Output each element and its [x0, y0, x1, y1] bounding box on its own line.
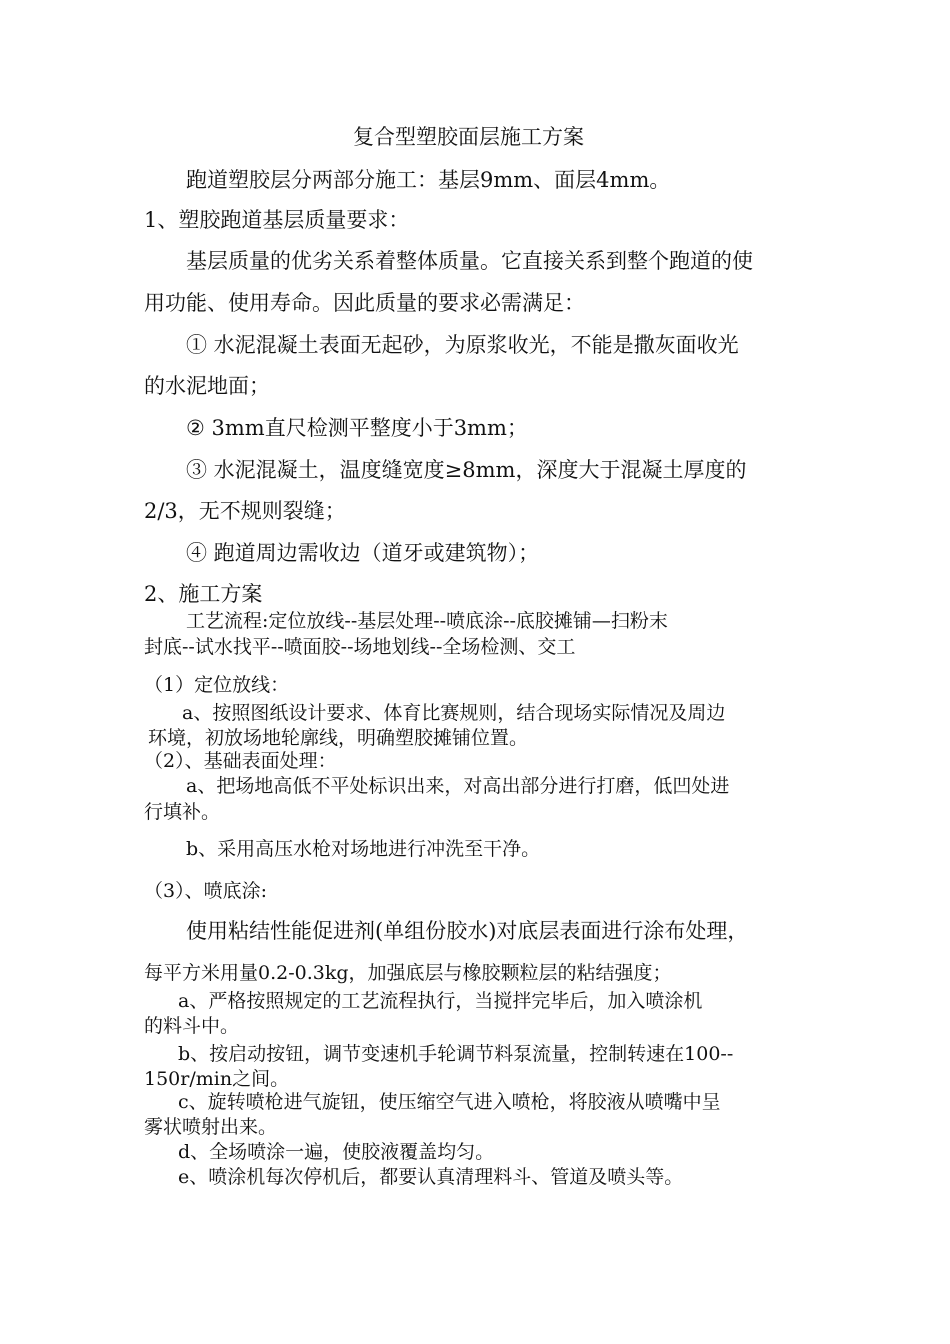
section-2-heading: 2、施工方案: [144, 582, 263, 606]
section-1-paragraph: 用功能、使用寿命。因此质量的要求必需满足：: [144, 291, 585, 315]
step-3-paragraph: 使用粘结性能促进剂(单组份胶水)对底层表面进行涂布处理，: [186, 919, 749, 943]
step-3-item-d: d、全场喷涂一遍，使胶液覆盖均匀。: [178, 1141, 495, 1163]
requirement-item-1: ① 水泥混凝土表面无起砂，为原浆收光，不能是撒灰面收光: [186, 333, 739, 357]
requirement-item-3: ③ 水泥混凝土，温度缝宽度≥8mm，深度大于混凝土厚度的: [186, 458, 747, 482]
step-3-item-b: b、按启动按钮，调节变速机手轮调节料泵流量，控制转速在100--: [178, 1043, 734, 1065]
process-flow: 封底--试水找平--喷面胶--场地划线--全场检测、交工: [144, 636, 576, 658]
step-3-item-b: 150r/min之间。: [144, 1068, 290, 1090]
requirement-item-4: ④ 跑道周边需收边（道牙或建筑物）；: [186, 541, 540, 565]
step-1-item-a: 环境，初放场地轮廓线，明确塑胶摊铺位置。: [148, 727, 529, 749]
document-title: 复合型塑胶面层施工方案: [353, 125, 584, 149]
requirement-item-2: ② 3mm直尺检测平整度小于3mm；: [186, 416, 528, 440]
step-2-heading: （2）、基础表面处理：: [144, 750, 337, 772]
step-3-item-c: 雾状喷射出来。: [144, 1116, 278, 1138]
step-3-item-a: a、严格按照规定的工艺流程执行，当搅拌完毕后，加入喷涂机: [178, 990, 703, 1012]
requirement-item-3: 2/3，无不规则裂缝；: [144, 499, 346, 523]
requirement-item-1: 的水泥地面；: [144, 374, 270, 398]
section-1-heading: 1、塑胶跑道基层质量要求：: [144, 208, 410, 232]
step-1-item-a: a、按照图纸设计要求、体育比赛规则，结合现场实际情况及周边: [182, 702, 726, 724]
step-3-item-e: e、喷涂机每次停机后，都要认真清理料斗、管道及喷头等。: [178, 1166, 684, 1188]
step-2-item-a: a、把场地高低不平处标识出来，对高出部分进行打磨，低凹处进: [186, 775, 730, 797]
process-flow: 工艺流程:定位放线--基层处理--喷底涂--底胶摊铺—扫粉末: [186, 610, 668, 632]
section-1-paragraph: 基层质量的优劣关系着整体质量。它直接关系到整个跑道的使: [186, 249, 753, 273]
step-2-item-b: b、采用高压水枪对场地进行冲洗至干净。: [186, 838, 541, 860]
step-1-heading: （1）定位放线：: [144, 674, 290, 696]
intro-paragraph: 跑道塑胶层分两部分施工：基层9mm、面层4mm。: [186, 168, 671, 192]
step-2-item-a: 行填补。: [144, 801, 221, 823]
step-3-item-c: c、旋转喷枪进气旋钮，使压缩空气进入喷枪，将胶液从喷嘴中呈: [178, 1091, 721, 1113]
step-3-paragraph: 每平方米用量0.2-0.3kg，加强底层与橡胶颗粒层的粘结强度；: [144, 962, 672, 984]
step-3-heading: （3）、喷底涂:: [144, 880, 267, 902]
step-3-item-a: 的料斗中。: [144, 1015, 240, 1037]
